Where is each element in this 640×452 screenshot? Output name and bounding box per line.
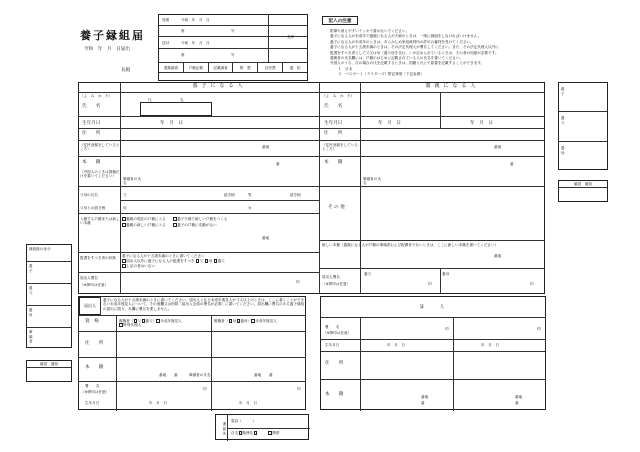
adoptee-guardian-block: 養子になる人が十五歳未満のときに書いてください 届出人以外に養子になる人の監護をすべき 父 母 養父 上記の者はいない: [122, 254, 225, 268]
adoptee-girl: 女: [248, 206, 252, 210]
rep-ban-2: 番: [269, 373, 273, 377]
adoptee-zokugara: 続き柄: [224, 193, 235, 197]
adoptee-ban: 番: [276, 162, 280, 166]
adopter-signature-sub: （※押印は任意）: [322, 282, 351, 286]
rep-qual-a: 親権者（ 父 養父） 未成年後見人 特別代理人: [119, 319, 182, 328]
adoptee-domicile-sub: （外国人のときは国籍だけを書いてください）: [80, 170, 120, 179]
adoptee-guardian-label: 監護をすべき者の有無: [80, 256, 116, 260]
note-item: 外国人のうち、次の場合の氏を記載するときは、国籍と氏とで届書を記載することができます。: [330, 61, 485, 66]
rep-banchi-2: 番地: [254, 373, 262, 377]
adoptee-birth-label: 生年月日: [82, 121, 101, 126]
stamp-col: 書類調査: [159, 63, 184, 73]
adopter-sei-f: 養父: [364, 272, 372, 276]
rep-qual-b: 親権者（ 母 養母） 未成年後見人: [214, 319, 277, 323]
contact-label: 連絡先: [216, 415, 228, 441]
adoptee-signature-sub: （※押印は任意）: [80, 283, 109, 287]
adoptee-banchi: 番地: [262, 145, 270, 149]
adopter-birth-value-1[interactable]: 年 月 日: [378, 121, 401, 126]
rep-birth-value-2[interactable]: 年 月 日: [239, 401, 257, 405]
witness-address-label: 住 所: [325, 361, 344, 366]
adopter-signature-label: 届出人署名: [322, 275, 340, 279]
adoptee-relation-label: 父母との続き柄: [80, 206, 106, 210]
sent-number-suffix: 号: [231, 53, 235, 57]
adopter-furigana-label: （よ み か た）: [322, 94, 355, 98]
witness-seal-2: 印: [537, 327, 541, 331]
adopter-birth-label: 生年月日: [324, 121, 343, 126]
left-status-row: 養母: [29, 308, 34, 318]
adoptee-boy: 男: [248, 193, 252, 197]
notes-list: [330, 29, 499, 78]
right-status-row: 養父: [561, 116, 566, 126]
contact-types: 自宅 勤務先 携帯: [231, 431, 280, 435]
form-title: 養子縁組届: [80, 29, 145, 42]
adopter-seal-1: 印: [428, 282, 432, 286]
adopter-other-label: そ の 他: [328, 205, 345, 210]
stamp-col: 住民票: [258, 63, 283, 73]
note-item: ２ パスポート（ライダーズ）附記事項（下記参照）: [338, 72, 424, 77]
adoptee-new-domicile-label: 入籍する戸籍または新しい本籍: [80, 217, 120, 226]
witness-banchi-1: 番地: [421, 395, 429, 399]
adoptee-furigana-label: （よ み か た）: [80, 94, 113, 98]
stamp-col: 通 知: [289, 66, 301, 70]
note-item: 鉛筆や消えやすいインキで書かないでください。: [330, 29, 410, 33]
sent-label: 送付: [162, 41, 170, 45]
right-status-row: 養子: [561, 87, 566, 97]
received-number-suffix: 号: [231, 29, 235, 33]
rep-signature-label: 署 名: [85, 384, 100, 388]
rep-qualification-label: 資 格: [85, 319, 99, 324]
adoptee-mei: 名: [180, 98, 184, 102]
rep-title: 届出人: [79, 297, 101, 315]
filing-date: 令和 年 月 日届出: [84, 47, 130, 52]
witness-seal-1: 印: [445, 327, 449, 331]
rep-ban: 番: [174, 373, 178, 377]
adopter-head-name: 筆頭者の氏名: [363, 177, 381, 186]
adoptee-parents-label: 父母の氏名: [80, 193, 98, 197]
rep-address-label: 住 所: [85, 341, 104, 346]
rep-domicile-label: 本 籍: [85, 365, 104, 370]
rep-birth-label: 生年月日: [85, 401, 100, 405]
witness-birth-value-2[interactable]: 年 月 日: [481, 343, 499, 347]
note-item: １ 日本: [338, 66, 353, 71]
received-label: 受理: [162, 18, 170, 22]
head-stamp-label: 長印: [287, 35, 295, 39]
stamp-col: 附 票: [233, 63, 258, 73]
right-status-row: 養母: [561, 146, 566, 156]
witness-ban-2: 番: [515, 401, 519, 405]
adopter-birth-value-2[interactable]: 年 月 日: [470, 121, 493, 126]
left-status-row: 筆頭者: [29, 330, 34, 344]
rep-birth-value-1[interactable]: 年 月 日: [149, 401, 167, 405]
left-status-row: 養子: [29, 264, 34, 274]
witness-signature-sub: （※押印は任意）: [323, 331, 352, 335]
witness-title: 証 人: [419, 305, 447, 310]
adopter-sei-m: 養母: [442, 272, 450, 276]
adoptee-mother: 母: [123, 206, 127, 210]
adoptee-name-field[interactable]: [140, 102, 212, 116]
rep-seal-1: 印: [203, 387, 207, 391]
adopter-name-label: 氏 名: [324, 104, 343, 109]
adoptee-new-domicile-options: 養親の現在の戸籍に入る 養子夫婦で新しい戸籍をつくる 養親の新しい戸籍に入る 養子の戸籍に変動がない: [122, 216, 318, 228]
receipt-box: [158, 14, 308, 81]
adoptee-address-sub: （住民登録をしているところ）: [80, 143, 120, 152]
adoptee-zokugara-2: 続き柄: [290, 193, 301, 197]
contact-phone[interactable]: 電話（ ）: [231, 419, 257, 423]
checkbox[interactable]: [254, 431, 257, 434]
witness-birth-label: 生年月日: [325, 343, 340, 347]
adopter-seal-2: 印: [530, 282, 534, 286]
adopter-banchi: 番地: [494, 145, 502, 149]
left-status-row: 養父: [29, 286, 34, 296]
stamp-col: 記載調査: [209, 63, 234, 73]
adoptee-head-name: 筆頭者の氏名: [123, 177, 141, 186]
stamp-col: 戸籍記載: [184, 63, 209, 73]
note-item: 養子になる人が未成年で養親になる人が夫婦のときは、一緒に縁組をしなければいけません。: [330, 34, 482, 39]
note-item: 養子になる人が未成年のときは、あらかじめ家庭裁判所の許可の審判を受けてください。: [330, 39, 474, 44]
sent-number: 第: [181, 53, 185, 57]
adopter-address-label: 住 所: [324, 131, 343, 136]
adoptee-birth-value[interactable]: 年 月 日: [160, 121, 183, 126]
right-status-panel: [558, 82, 608, 170]
adopter-domicile-label: 本 籍: [324, 160, 343, 165]
right-check-box: 確認 通知: [558, 180, 608, 202]
note-item: 監護をすべき者として父又は母（養父母を含む。）が定められているときは、その者の同意が必要です。: [330, 50, 499, 55]
witness-block: [320, 296, 546, 410]
adoptee-domicile-label: 本 籍: [82, 160, 101, 165]
addressee: 長殿: [121, 68, 131, 73]
witness-banchi-2: 番地: [515, 395, 523, 399]
adopter-notice: 新しい本籍（養親になる人が戸籍の筆頭者および配偶者でないときは、ここに新しい本籍を書いてください）: [322, 243, 499, 247]
rep-signature-sub: （※押印は任意）: [81, 390, 110, 394]
rep-desc: 養子になる人が十五歳未満のときに書いてください。届出人となる未成年後見人が３人以上のときは、ここに書くことができない未成年後見人について、その他欄又は別紙（届出人全員の署名が必要）に書いてください。届出欄に署名のある養子縁組の届出に限り、本欄に署名を要しません。: [103, 298, 305, 311]
witness-ban-1: 番: [421, 401, 425, 405]
adoptee-seal: 印: [296, 280, 300, 284]
witness-signature-label: 署 名: [325, 325, 340, 329]
rep-seal-2: 印: [297, 387, 301, 391]
adoptee-section-title: 養子になる人: [192, 83, 247, 89]
adopter-section-title: 養親になる人: [425, 83, 480, 89]
rep-banchi: 番地: [159, 373, 167, 377]
note-item: 養親者の氏名欄には、戸籍のはじめに記載されている人の氏名を書いてください。: [330, 56, 463, 61]
adoptee-address-label: 住 所: [82, 131, 101, 136]
note-item: 養子になる人が十五歳未満のときは、その法定代理人が署名してください。また、その法定代理人以外に: [330, 45, 499, 50]
received-number: 第: [181, 29, 185, 33]
received-date: 令和 年 月 日: [181, 18, 210, 22]
representative-block: [78, 296, 306, 410]
rep-head-name: 筆頭者の氏名: [189, 373, 211, 377]
left-check-box: 確認 通知: [26, 360, 72, 382]
adoptee-sei: 氏: [148, 98, 152, 102]
contact-box: [215, 414, 309, 440]
left-status-panel: [26, 244, 72, 348]
adoptee-father: 父: [123, 193, 127, 197]
adopter-ban: 番: [510, 162, 514, 166]
adoptee-banchi-2: 番地: [262, 236, 270, 240]
adopter-address-sub: （住民登録をしているところ）: [322, 143, 358, 152]
adoptee-signature-label: 届出人署名: [80, 276, 98, 280]
witness-domicile-label: 本 籍: [325, 392, 344, 397]
notes-title: 記入の注意: [322, 16, 358, 25]
adoptee-name-label: 氏 名: [82, 104, 101, 109]
adopter-banchi-2: 番地: [494, 254, 502, 258]
sent-date: 令和 年 月 日: [181, 41, 210, 45]
left-status-label: 縁組後の身分: [29, 247, 51, 251]
witness-birth-value-1[interactable]: 年 月 日: [387, 343, 405, 347]
